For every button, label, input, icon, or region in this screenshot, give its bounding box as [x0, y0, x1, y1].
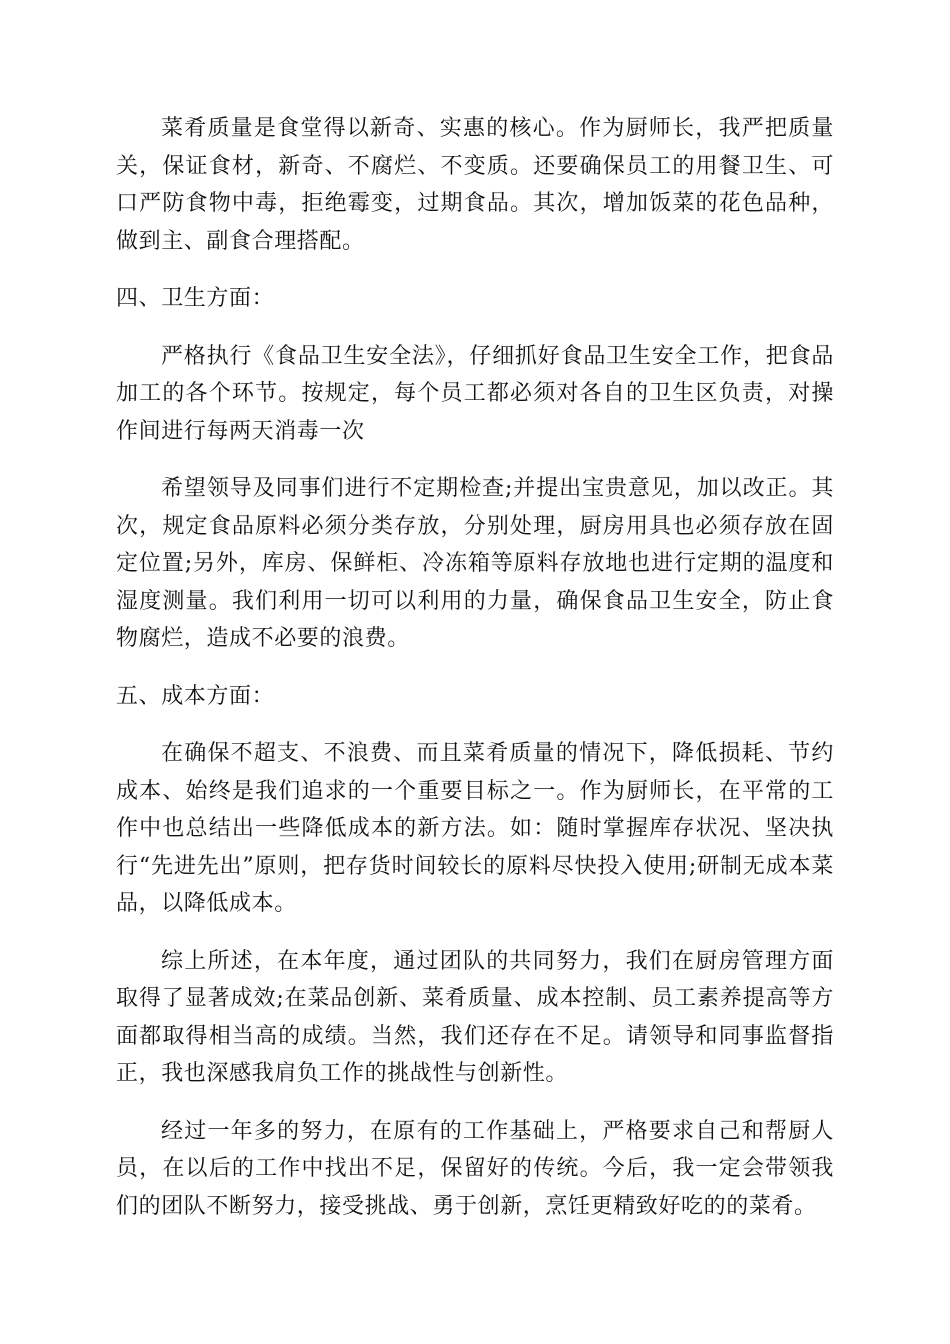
- paragraph-outlook: 经过一年多的努力，在原有的工作基础上，严格要求自己和帮厨人员，在以后的工作中找出不足，保留好的传统。今后，我一定会带领我们的团队不断努力，接受挑战、勇于创新，烹饪更精致好吃的的菜肴。: [116, 1118, 834, 1219]
- paragraph-inspection-storage: 希望领导及同事们进行不定期检查;并提出宝贵意见，加以改正。其次，规定食品原料必须分类存放，分别处理，厨房用具也必须存放在固定位置;另外，库房、保鲜柜、冷冻箱等原料存放地也进行定期的温度和湿度测量。我们利用一切可以利用的力量，确保食品卫生安全，防止食物腐烂，造成不必要的浪费。: [116, 476, 834, 651]
- paragraph-summary: 综上所述，在本年度，通过团队的共同努力，我们在厨房管理方面取得了显著成效;在菜品创新、菜肴质量、成本控制、员工素养提高等方面都取得相当高的成绩。当然，我们还存在不足。请领导和同事监督指正，我也深感我肩负工作的挑战性与创新性。: [116, 948, 834, 1086]
- section-heading-hygiene: 四、卫生方面：: [116, 286, 275, 311]
- section-heading-cost: 五、成本方面：: [116, 683, 275, 709]
- paragraph-dish-quality: 菜肴质量是食堂得以新奇、实惠的核心。作为厨师长，我严把质量关，保证食材，新奇、不腐烂、不变质。还要确保员工的用餐卫生、可口严防食物中毒，拒绝霉变，过期食品。其次，增加饭菜的花色品种，做到主、副食合理搭配。: [116, 116, 834, 254]
- paragraph-food-safety-law: 严格执行《食品卫生安全法》，仔细抓好食品卫生安全工作，把食品加工的各个环节。按规定，每个员工都必须对各自的卫生区负责，对操作间进行每两天消毒一次: [116, 343, 834, 444]
- paragraph-cost-control: 在确保不超支、不浪费、而且菜肴质量的情况下，降低损耗、节约成本、始终是我们追求的一个重要目标之一。作为厨师长，在平常的工作中也总结出一些降低成本的新方法。如：随时掌握库存状况、坚决执行“先进先出”原则，把存货时间较长的原料尽快投入使用;研制无成本菜品，以降低成本。: [116, 741, 834, 916]
- document-body: [116, 110, 834, 1245]
